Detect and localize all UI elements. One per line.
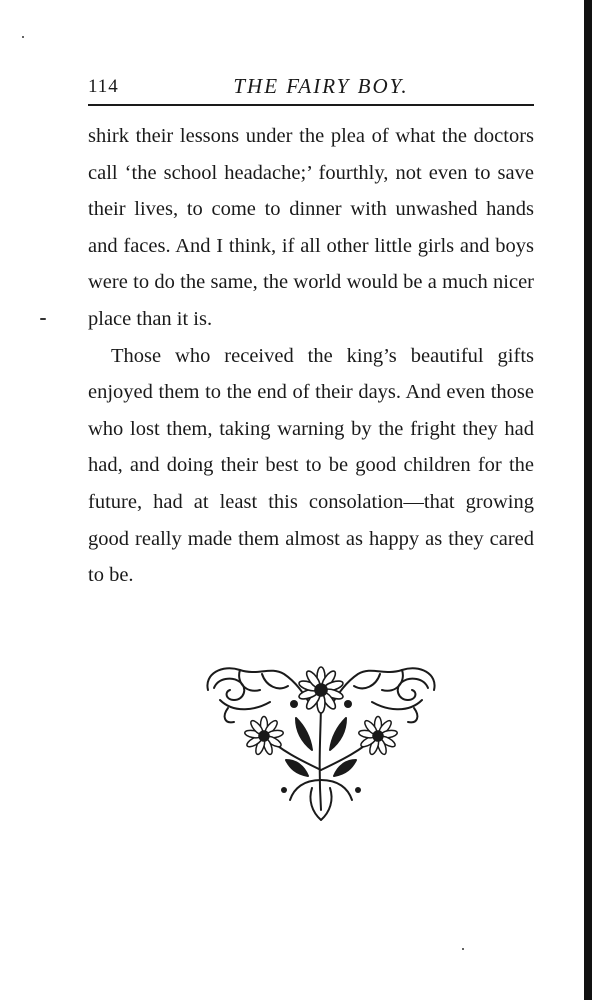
paper-speck (22, 36, 24, 38)
header-rule (88, 104, 534, 106)
running-header (88, 74, 534, 102)
body-text (88, 118, 534, 594)
paper-speck (40, 318, 46, 320)
page-number: 114 (88, 76, 119, 97)
floral-tailpiece-icon (200, 660, 442, 822)
paragraph-2: Those who received the king’s beautiful gifts enjoyed them to the end of their days. And even those who lost them, taking warning by the fright they had had, and doing their best to be good children for the future, had at least this consolation—that growing good really made them almost as happy as they cared to be. (88, 344, 534, 587)
running-title: THE FAIRY BOY. (233, 74, 409, 98)
paragraph-1: shirk their lessons under the plea of what the doctors call ‘the school headache;’ fourthly, not even to save their lives, to come to dinner with unwashed hands and faces. And I think, if all other little girls and boys were to do the same, the world would be a much nicer place than it is. (88, 125, 534, 330)
paper-speck (462, 948, 464, 950)
page-edge-shadow (584, 0, 592, 1000)
